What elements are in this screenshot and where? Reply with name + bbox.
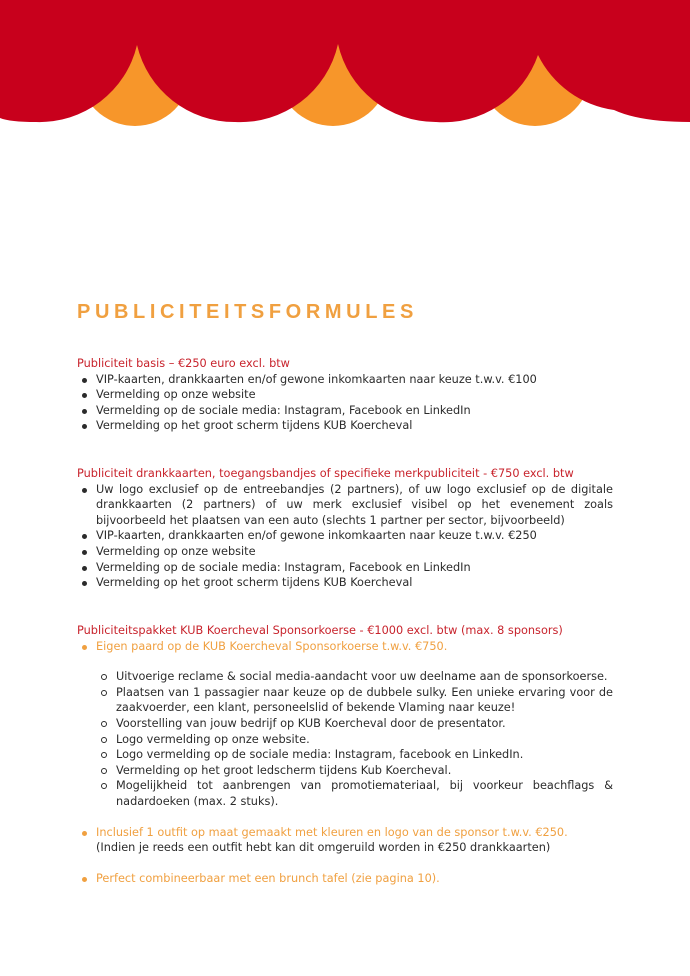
section-heading: Publiciteit basis – €250 euro excl. btw xyxy=(77,357,290,370)
sub-list-item: Mogelijkheid tot aanbrengen van promotiemateriaal, bij voorkeur beachflags & nadardoeken (max. 2 stuks). xyxy=(77,778,613,809)
combo-list xyxy=(77,871,613,887)
section-heading: Publiciteit drankkaarten, toegangsbandjes of specifieke merkpubliciteit - €750 excl. btw xyxy=(77,467,574,480)
benefit-list xyxy=(77,482,613,591)
list-item: VIP-kaarten, drankkaarten en/of gewone inkomkaarten naar keuze t.w.v. €250 xyxy=(77,528,613,544)
section-sponsorkoerse xyxy=(77,623,613,886)
sub-list-item: Logo vermelding op de sociale media: Instagram, facebook en LinkedIn. xyxy=(77,747,613,763)
list-item-combo: Perfect combineerbaar met een brunch tafel (zie pagina 10). xyxy=(77,871,613,887)
list-item: Vermelding op het groot scherm tijdens KUB Koercheval xyxy=(77,575,613,591)
list-item: Vermelding op de sociale media: Instagram, Facebook en LinkedIn xyxy=(77,403,613,419)
section-drankkaarten xyxy=(77,466,613,591)
sub-benefit-list xyxy=(77,669,613,809)
benefit-list xyxy=(77,639,613,655)
list-item: Vermelding op onze website xyxy=(77,544,613,560)
outfit-note: (Indien je reeds een outfit hebt kan dit omgeruild worden in €250 drankkaarten) xyxy=(96,841,551,855)
section-heading: Publiciteitspakket KUB Koercheval Sponsorkoerse - €1000 excl. btw (max. 8 sponsors) xyxy=(77,624,563,637)
list-item: Vermelding op de sociale media: Instagram, Facebook en LinkedIn xyxy=(77,560,613,576)
sub-list-item: Uitvoerige reclame & social media-aandacht voor uw deelname aan de sponsorkoerse. xyxy=(77,669,613,685)
page-title: PUBLICITEITSFORMULES xyxy=(77,301,418,323)
scalloped-curtain-banner xyxy=(0,0,690,130)
list-item: Vermelding op het groot scherm tijdens KUB Koercheval xyxy=(77,418,613,434)
sub-list-item: Voorstelling van jouw bedrijf op KUB Koercheval door de presentator. xyxy=(77,716,613,732)
list-item: VIP-kaarten, drankkaarten en/of gewone inkomkaarten naar keuze t.w.v. €100 xyxy=(77,372,613,388)
list-item: Uw logo exclusief op de entreebandjes (2 partners), of uw logo exclusief op de digitale drankkaarten (2 partners) of uw merk exclusief visibel op het evenement zoals bijvoorbeeld het plaatsen van een auto (slechts 1 partner per sector, bijvoorbeeld) xyxy=(77,482,613,529)
list-item: Vermelding op onze website xyxy=(77,387,613,403)
benefit-list xyxy=(77,372,613,434)
section-basis xyxy=(77,356,613,434)
sub-list-item: Plaatsen van 1 passagier naar keuze op de dubbele sulky. Een unieke ervaring voor de zaakvoerder, een klant, personeelslid of bekende Vlaming naar keuze! xyxy=(77,685,613,716)
list-item-outfit: Inclusief 1 outfit op maat gemaakt met kleuren en logo van de sponsor t.w.v. €250. xyxy=(77,825,613,841)
sub-list-item: Vermelding op het groot ledscherm tijdens Kub Koercheval. xyxy=(77,763,613,779)
list-item-lead: Eigen paard op de KUB Koercheval Sponsorkoerse t.w.v. €750. xyxy=(77,639,613,655)
outfit-list xyxy=(77,825,613,841)
sub-list-item: Logo vermelding op onze website. xyxy=(77,732,613,748)
